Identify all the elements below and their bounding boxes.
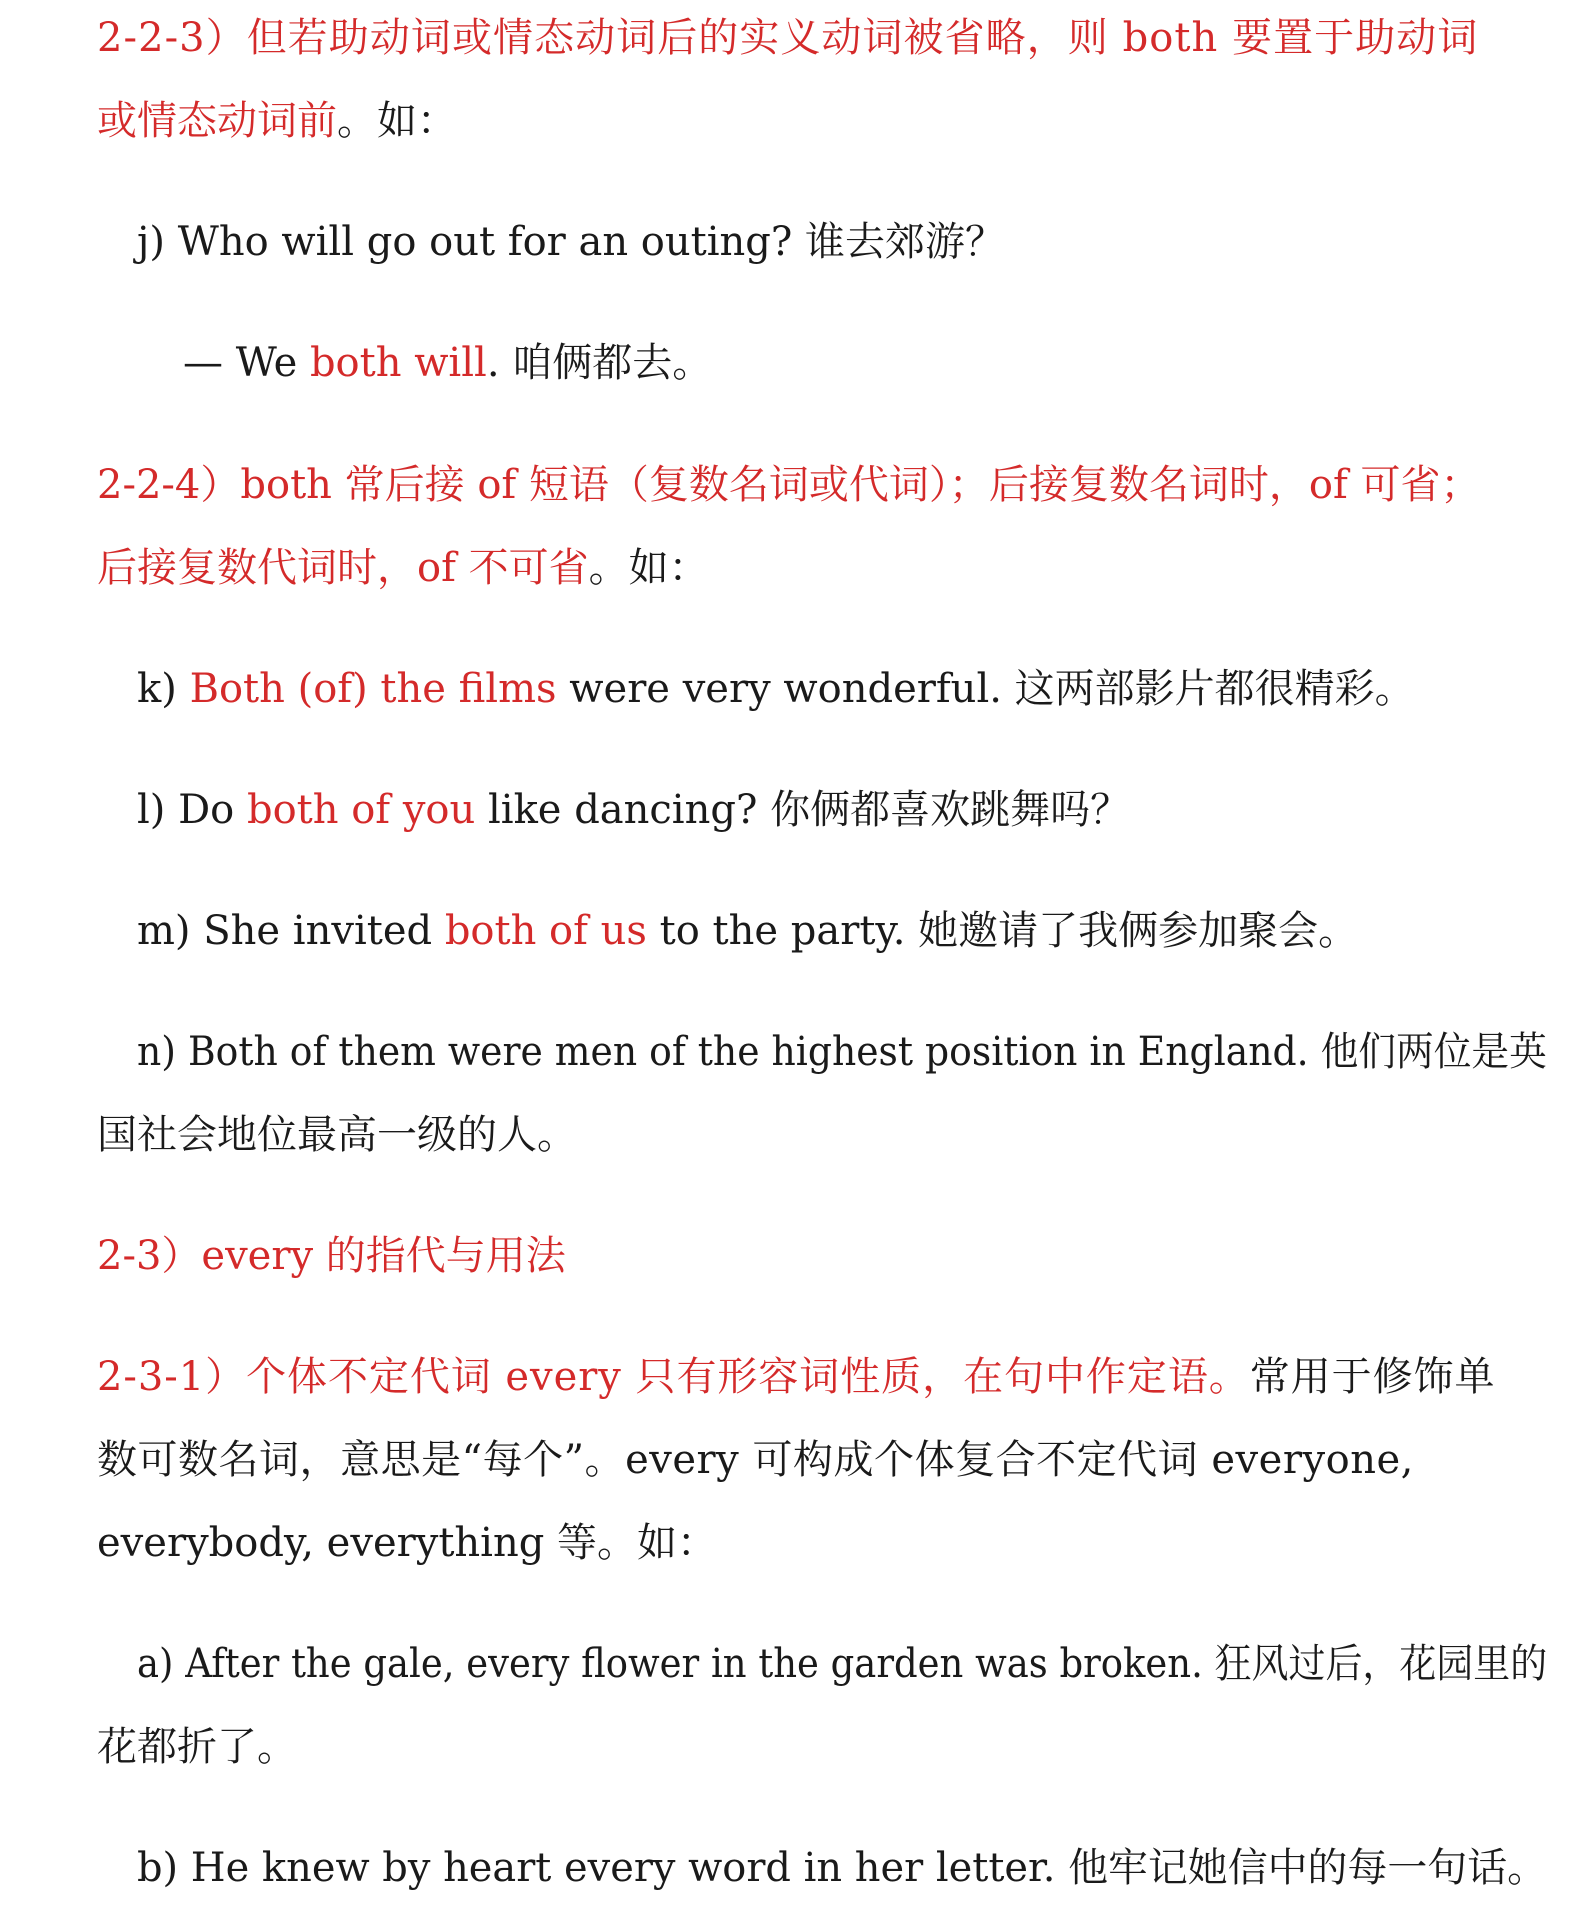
text-segment: m) She invited xyxy=(137,908,445,954)
text-line-9 xyxy=(137,908,1359,954)
text-segment: 花都折了。 xyxy=(97,1724,297,1770)
text-segment: 后接复数代词时，of 不可省 xyxy=(97,545,589,591)
text-segment: l) Do xyxy=(137,787,247,833)
text-segment: were very wonderful. 这两部影片都很精彩。 xyxy=(556,666,1415,712)
text-segment: 2-2-4）both 常后接 of 短语（复数名词或代词）；后接复数名词时，of 可省； xyxy=(97,462,1481,508)
text-line-11 xyxy=(97,1112,577,1158)
text-line-15 xyxy=(97,1520,718,1566)
text-line-1 xyxy=(97,15,1479,61)
text-line-16 xyxy=(137,1641,1548,1687)
text-line-2 xyxy=(97,98,457,144)
text-line-3 xyxy=(137,219,1006,265)
text-segment: 常用于修饰单 xyxy=(1249,1354,1496,1400)
text-segment: like dancing? 你俩都喜欢跳舞吗？ xyxy=(475,787,1131,833)
text-line-18 xyxy=(137,1845,1548,1891)
text-segment: both of us xyxy=(444,908,647,954)
text-segment: Both (of) the films xyxy=(189,666,557,712)
text-segment: 。如： xyxy=(588,545,709,591)
text-segment: k) xyxy=(137,666,190,712)
text-line-4 xyxy=(183,340,713,386)
text-line-17 xyxy=(97,1724,297,1770)
text-segment: both of you xyxy=(246,787,476,833)
text-line-7 xyxy=(137,666,1415,712)
text-segment: to the party. 她邀请了我俩参加聚会。 xyxy=(646,908,1359,954)
text-line-10 xyxy=(137,1029,1547,1075)
text-segment: . 咱俩都去。 xyxy=(486,340,713,386)
text-line-5 xyxy=(97,462,1481,508)
text-line-13 xyxy=(97,1354,1496,1400)
text-line-8 xyxy=(137,787,1131,833)
text-segment: 数可数名词，意思是“每个”。every 可构成个体复合不定代词 everyone, xyxy=(97,1437,1414,1483)
text-line-12 xyxy=(97,1233,566,1279)
text-segment: both will xyxy=(309,340,487,386)
text-line-14 xyxy=(97,1437,1414,1483)
text-segment: — We xyxy=(183,340,310,386)
text-segment: everybody, everything 等。如： xyxy=(97,1520,718,1566)
text-segment: n) Both of them were men of the highest position in England. 他们两位是英 xyxy=(137,1029,1547,1075)
text-segment: 国社会地位最高一级的人。 xyxy=(97,1112,577,1158)
text-segment: 2-3）every 的指代与用法 xyxy=(97,1233,566,1279)
text-segment: 。如： xyxy=(337,98,457,144)
text-segment: b) He knew by heart every word in her letter. 他牢记她信中的每一句话。 xyxy=(137,1845,1548,1891)
text-segment: j) Who will go out for an outing? 谁去郊游？ xyxy=(137,219,1006,265)
text-line-6 xyxy=(97,545,709,591)
text-segment: 或情态动词前 xyxy=(97,98,337,144)
text-segment: a) After the gale, every flower in the garden was broken. 狂风过后，花园里的 xyxy=(137,1641,1548,1687)
text-segment: 2-3-1）个体不定代词 every 只有形容词性质，在句中作定语。 xyxy=(97,1354,1250,1400)
text-segment: 2-2-3）但若助动词或情态动词后的实义动词被省略，则 both 要置于助动词 xyxy=(97,15,1479,61)
